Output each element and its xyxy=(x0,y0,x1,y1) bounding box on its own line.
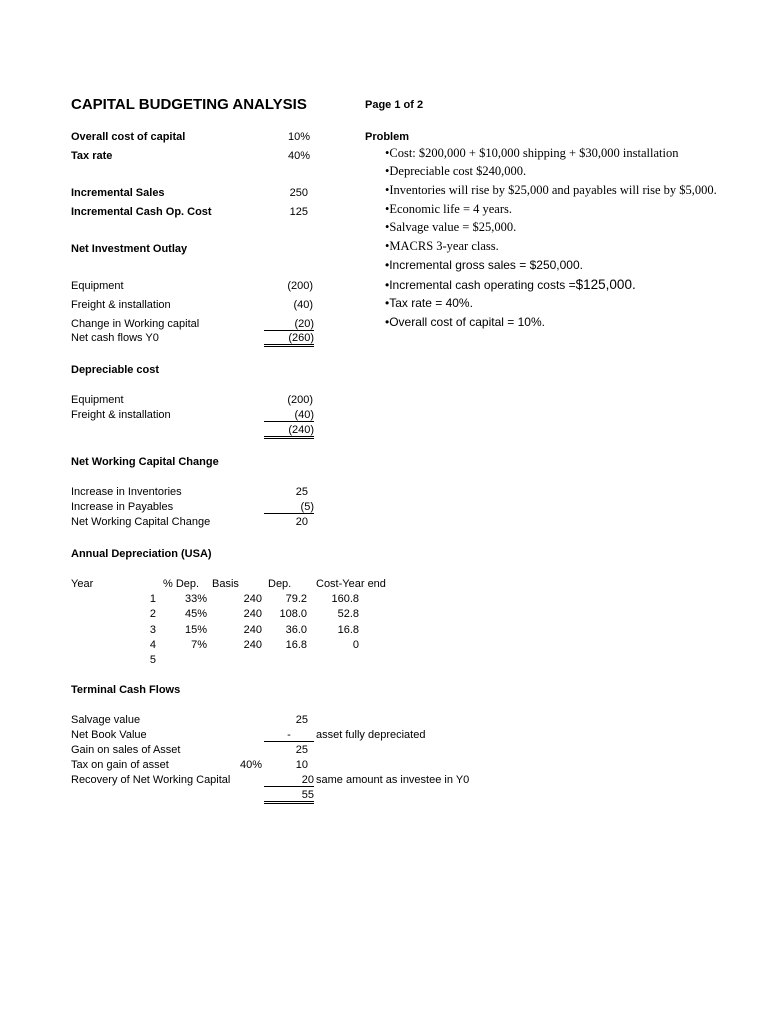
dep-row-dep: 108.0 xyxy=(279,608,307,620)
payables-label: Increase in Payables xyxy=(71,501,174,513)
equipment-label: Equipment xyxy=(71,280,124,292)
terminal-total: 55 xyxy=(264,789,314,804)
dep-row-basis: 240 xyxy=(243,608,262,620)
dep-header-cost: Cost-Year end xyxy=(316,578,386,590)
dep-row-pct: 7% xyxy=(191,639,207,651)
op-cost-amount: $125,000. xyxy=(575,277,636,292)
problem-item: •Overall cost of capital = 10%. xyxy=(385,315,545,329)
page-title: CAPITAL BUDGETING ANALYSIS xyxy=(71,96,307,113)
dep-row-pct: 15% xyxy=(184,624,207,636)
incremental-sales-value: 250 xyxy=(289,187,308,199)
dep-row-cost: 160.8 xyxy=(331,593,359,605)
dep-row-basis: 240 xyxy=(243,593,262,605)
dep-equipment-label: Equipment xyxy=(71,394,124,406)
dep-row-pct: 45% xyxy=(184,608,207,620)
cost-of-capital-label: Overall cost of capital xyxy=(71,131,186,143)
problem-item: •Incremental gross sales = $250,000. xyxy=(385,258,583,272)
dep-header-pct: % Dep. xyxy=(163,578,200,590)
dep-row-year: 4 xyxy=(149,639,156,651)
recovery-nwc-note: same amount as investee in Y0 xyxy=(316,774,470,786)
problem-item: •Tax rate = 40%. xyxy=(385,296,473,310)
net-book-note: asset fully depreciated xyxy=(316,729,426,741)
freight-label: Freight & installation xyxy=(71,299,171,311)
dep-row-basis: 240 xyxy=(243,624,262,636)
salvage-value: 25 xyxy=(295,714,308,726)
dep-freight-value: (40) xyxy=(264,409,314,422)
problem-item: •Cost: $200,000 + $10,000 shipping + $30,000 installation xyxy=(385,146,679,160)
dep-row-cost: 52.8 xyxy=(337,608,359,620)
tax-gain-value: 10 xyxy=(295,759,308,771)
recovery-nwc-label: Recovery of Net Working Capital xyxy=(71,774,231,786)
dep-freight-label: Freight & installation xyxy=(71,409,171,421)
problem-item xyxy=(385,277,636,292)
problem-item: •Depreciable cost $240,000. xyxy=(385,164,527,178)
net-cash-flows-label: Net cash flows Y0 xyxy=(71,332,159,344)
dep-row-basis: 240 xyxy=(243,639,262,651)
payables-value: (5) xyxy=(264,501,314,514)
dep-row-cost: 0 xyxy=(352,639,359,651)
gain-value: 25 xyxy=(295,744,308,756)
dep-header-dep: Dep. xyxy=(268,578,292,590)
problem-item: •Salvage value = $25,000. xyxy=(385,220,517,234)
dep-row-dep: 36.0 xyxy=(285,624,307,636)
tax-gain-label: Tax on gain of asset xyxy=(71,759,169,771)
freight-value: (40) xyxy=(293,299,313,311)
net-book-value: - xyxy=(264,729,314,742)
dep-header-basis: Basis xyxy=(212,578,239,590)
working-capital-label: Change in Working capital xyxy=(71,318,200,330)
dep-row-year: 1 xyxy=(149,593,156,605)
nwc-total-label: Net Working Capital Change xyxy=(71,516,211,528)
net-investment-heading: Net Investment Outlay xyxy=(71,243,188,255)
dep-row-year: 3 xyxy=(149,624,156,636)
page-number: Page 1 of 2 xyxy=(365,99,424,111)
dep-row-pct: 33% xyxy=(184,593,207,605)
working-capital-value: (20) xyxy=(264,318,314,331)
problem-item-text: •Incremental cash operating costs = xyxy=(385,278,576,292)
gain-label: Gain on sales of Asset xyxy=(71,744,181,756)
salvage-label: Salvage value xyxy=(71,714,141,726)
dep-row-year: 2 xyxy=(149,608,156,620)
terminal-heading: Terminal Cash Flows xyxy=(71,684,181,696)
tax-rate-value: 40% xyxy=(287,150,310,162)
dep-row-cost: 16.8 xyxy=(337,624,359,636)
problem-item: •MACRS 3-year class. xyxy=(385,239,499,253)
depreciable-total: (240) xyxy=(264,424,314,439)
dep-row-dep: 79.2 xyxy=(285,593,307,605)
depreciation-heading: Annual Depreciation (USA) xyxy=(71,548,212,560)
inventories-value: 25 xyxy=(295,486,308,498)
tax-rate-label: Tax rate xyxy=(71,150,113,162)
dep-equipment-value: (200) xyxy=(287,394,313,406)
incremental-op-cost-label: Incremental Cash Op. Cost xyxy=(71,206,212,218)
problem-item: •Economic life = 4 years. xyxy=(385,202,513,216)
problem-item: •Inventories will rise by $25,000 and payables will rise by $5,000. xyxy=(385,183,717,197)
recovery-nwc-value: 20 xyxy=(264,774,314,787)
inventories-label: Increase in Inventories xyxy=(71,486,182,498)
net-book-label: Net Book Value xyxy=(71,729,147,741)
nwc-heading: Net Working Capital Change xyxy=(71,456,219,468)
incremental-op-cost-value: 125 xyxy=(289,206,308,218)
tax-gain-rate: 40% xyxy=(239,759,262,771)
equipment-value: (200) xyxy=(287,280,313,292)
nwc-total-value: 20 xyxy=(295,516,308,528)
cost-of-capital-value: 10% xyxy=(287,131,310,143)
depreciable-heading: Depreciable cost xyxy=(71,364,160,376)
problem-heading: Problem xyxy=(365,131,410,143)
incremental-sales-label: Incremental Sales xyxy=(71,187,165,199)
dep-row-dep: 16.8 xyxy=(285,639,307,651)
dep-header-year: Year xyxy=(71,578,94,590)
dep-row-year: 5 xyxy=(149,654,156,666)
net-cash-flows-value: (260) xyxy=(264,332,314,347)
